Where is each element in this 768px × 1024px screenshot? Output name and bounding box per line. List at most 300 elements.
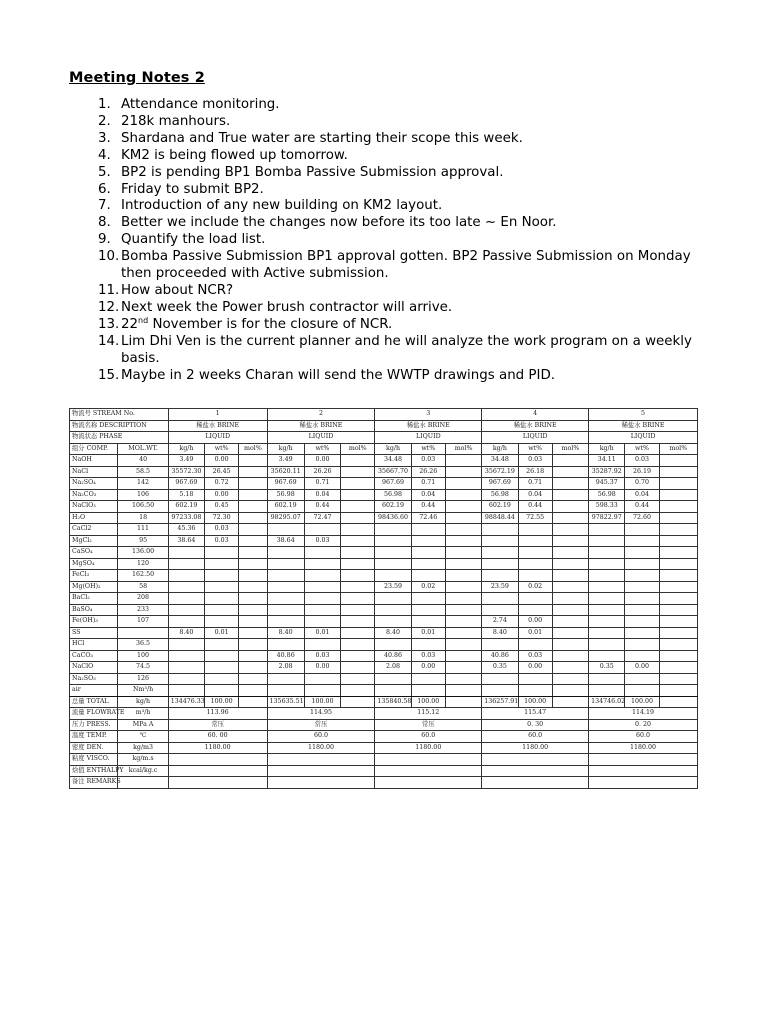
value-cell bbox=[341, 524, 375, 536]
property-value bbox=[375, 765, 482, 777]
value-cell bbox=[375, 673, 411, 685]
component-name: FeCl₃ bbox=[70, 570, 118, 582]
value-cell: 0.00 bbox=[411, 662, 445, 674]
value-cell: 40.86 bbox=[482, 650, 518, 662]
property-unit: m³/h bbox=[118, 708, 168, 720]
note-item bbox=[69, 232, 709, 249]
value-cell bbox=[267, 581, 304, 593]
value-cell: 35672.19 bbox=[482, 466, 518, 478]
property-value: 115.12 bbox=[375, 708, 482, 720]
value-cell bbox=[445, 662, 481, 674]
value-cell: 8.40 bbox=[267, 627, 304, 639]
value-cell bbox=[341, 501, 375, 513]
value-cell bbox=[445, 524, 481, 536]
unit-header: mol% bbox=[445, 443, 481, 455]
value-cell bbox=[411, 616, 445, 628]
note-text: KM2 is being flowed up tomorrow. bbox=[121, 147, 348, 163]
value-cell: 0.71 bbox=[304, 478, 340, 490]
value-cell bbox=[239, 639, 267, 651]
note-number: 3. bbox=[98, 130, 111, 146]
unit-header: kg/h bbox=[589, 443, 625, 455]
value-cell: 0.02 bbox=[518, 581, 552, 593]
property-value: 常压 bbox=[375, 719, 482, 731]
value-cell: 0.44 bbox=[411, 501, 445, 513]
component-name: Na₂SO₄ bbox=[70, 478, 118, 490]
value-cell bbox=[589, 570, 625, 582]
stream-description: 稀盐水 BRINE bbox=[589, 420, 698, 432]
value-cell bbox=[341, 535, 375, 547]
value-cell: 34.48 bbox=[375, 455, 411, 467]
value-cell: 98436.60 bbox=[375, 512, 411, 524]
property-value bbox=[168, 754, 267, 766]
value-cell bbox=[304, 673, 340, 685]
component-name: Mg(OH)₂ bbox=[70, 581, 118, 593]
value-cell bbox=[411, 570, 445, 582]
value-cell bbox=[341, 581, 375, 593]
note-number: 1. bbox=[98, 97, 111, 112]
value-cell bbox=[589, 616, 625, 628]
property-value bbox=[168, 777, 267, 789]
unit-header: wt% bbox=[304, 443, 340, 455]
property-label: 压力 PRESS. bbox=[70, 719, 118, 731]
value-cell: 26.19 bbox=[625, 466, 659, 478]
note-item bbox=[69, 215, 709, 232]
property-value bbox=[589, 765, 698, 777]
value-cell bbox=[552, 593, 588, 605]
value-cell bbox=[552, 673, 588, 685]
component-name: BaCl₂ bbox=[70, 593, 118, 605]
value-cell bbox=[304, 558, 340, 570]
value-cell: 0.00 bbox=[518, 662, 552, 674]
value-cell bbox=[304, 547, 340, 559]
meeting-notes-list bbox=[69, 97, 709, 384]
value-cell bbox=[239, 627, 267, 639]
property-value bbox=[375, 777, 482, 789]
value-cell: 34.11 bbox=[589, 455, 625, 467]
property-value bbox=[375, 754, 482, 766]
value-cell bbox=[341, 466, 375, 478]
value-cell bbox=[205, 547, 239, 559]
property-label: 流量 FLOWRATE bbox=[70, 708, 118, 720]
value-cell bbox=[267, 547, 304, 559]
value-cell: 3.49 bbox=[168, 455, 204, 467]
value-cell: 0.35 bbox=[589, 662, 625, 674]
value-cell bbox=[239, 593, 267, 605]
note-text: 218k manhours. bbox=[121, 113, 231, 129]
stream-no-label: 物流号 STREAM No. bbox=[70, 409, 169, 421]
value-cell bbox=[341, 639, 375, 651]
note-text: BP2 is pending BP1 Bomba Passive Submission approval. bbox=[121, 164, 504, 180]
value-cell bbox=[168, 581, 204, 593]
value-cell bbox=[552, 604, 588, 616]
value-cell: 0.03 bbox=[625, 455, 659, 467]
value-cell bbox=[205, 639, 239, 651]
molecular-weight: 100 bbox=[118, 650, 168, 662]
note-item bbox=[69, 97, 709, 114]
component-name: MgSO₄ bbox=[70, 558, 118, 570]
value-cell bbox=[659, 616, 697, 628]
molecular-weight: 208 bbox=[118, 593, 168, 605]
value-cell: 40.86 bbox=[375, 650, 411, 662]
value-cell bbox=[445, 639, 481, 651]
value-cell bbox=[445, 696, 481, 708]
value-cell bbox=[625, 673, 659, 685]
value-cell bbox=[205, 570, 239, 582]
value-cell bbox=[341, 547, 375, 559]
value-cell bbox=[659, 501, 697, 513]
property-value bbox=[267, 777, 375, 789]
molecular-weight: 142 bbox=[118, 478, 168, 490]
value-cell bbox=[552, 616, 588, 628]
value-cell bbox=[304, 593, 340, 605]
value-cell bbox=[205, 685, 239, 697]
table-row bbox=[70, 639, 698, 651]
molecular-weight: 18 bbox=[118, 512, 168, 524]
value-cell: 72.30 bbox=[205, 512, 239, 524]
unit-header: kg/h bbox=[482, 443, 518, 455]
value-cell bbox=[239, 535, 267, 547]
value-cell bbox=[239, 673, 267, 685]
value-cell bbox=[625, 593, 659, 605]
value-cell bbox=[341, 616, 375, 628]
table-row bbox=[70, 466, 698, 478]
molecular-weight: 126 bbox=[118, 673, 168, 685]
property-label: 焓值 ENTHALPY bbox=[70, 765, 118, 777]
table-row bbox=[70, 593, 698, 605]
value-cell bbox=[518, 593, 552, 605]
value-cell bbox=[659, 696, 697, 708]
value-cell bbox=[445, 501, 481, 513]
value-cell bbox=[411, 524, 445, 536]
value-cell: 967.69 bbox=[482, 478, 518, 490]
value-cell bbox=[482, 604, 518, 616]
value-cell bbox=[445, 535, 481, 547]
note-item bbox=[69, 283, 709, 300]
property-label: 温度 TEMP. bbox=[70, 731, 118, 743]
value-cell bbox=[482, 685, 518, 697]
value-cell bbox=[341, 558, 375, 570]
component-name: SS bbox=[70, 627, 118, 639]
value-cell: 0.03 bbox=[304, 535, 340, 547]
molecular-weight: 58.5 bbox=[118, 466, 168, 478]
component-name: BaSO₄ bbox=[70, 604, 118, 616]
value-cell: 100.00 bbox=[411, 696, 445, 708]
note-text bbox=[121, 317, 709, 334]
value-cell bbox=[445, 616, 481, 628]
stream-description: 稀盐水 BRINE bbox=[482, 420, 589, 432]
molecular-weight: 58 bbox=[118, 581, 168, 593]
value-cell: 0.04 bbox=[625, 489, 659, 501]
value-cell: 0.71 bbox=[411, 478, 445, 490]
value-cell bbox=[239, 616, 267, 628]
note-number: 15. bbox=[98, 367, 120, 383]
property-value: 0. 20 bbox=[589, 719, 698, 731]
note-item bbox=[69, 198, 709, 215]
value-cell bbox=[518, 604, 552, 616]
value-cell: 2.74 bbox=[482, 616, 518, 628]
value-cell: 136257.91 bbox=[482, 696, 518, 708]
table-row bbox=[70, 489, 698, 501]
value-cell bbox=[482, 673, 518, 685]
value-cell: 0.44 bbox=[304, 501, 340, 513]
value-cell bbox=[239, 455, 267, 467]
value-cell bbox=[239, 558, 267, 570]
value-cell: 598.33 bbox=[589, 501, 625, 513]
property-value: 114.95 bbox=[267, 708, 375, 720]
value-cell bbox=[267, 524, 304, 536]
table-row bbox=[70, 524, 698, 536]
value-cell bbox=[589, 535, 625, 547]
property-value: 常压 bbox=[168, 719, 267, 731]
property-value bbox=[589, 754, 698, 766]
value-cell bbox=[239, 524, 267, 536]
property-unit: kg/m3 bbox=[118, 742, 168, 754]
stream-phase: LIQUID bbox=[482, 432, 589, 444]
property-value bbox=[267, 754, 375, 766]
note-text: Bomba Passive Submission BP1 approval gotten. BP2 Passive Submission on Monday then proceeded with Active submission. bbox=[121, 249, 691, 282]
value-cell bbox=[659, 604, 697, 616]
value-cell bbox=[375, 639, 411, 651]
component-name: MgCl₂ bbox=[70, 535, 118, 547]
value-cell bbox=[411, 558, 445, 570]
value-cell: 8.40 bbox=[168, 627, 204, 639]
value-cell bbox=[168, 547, 204, 559]
property-value: 60.0 bbox=[482, 731, 589, 743]
value-cell bbox=[267, 639, 304, 651]
component-name: CaSO₄ bbox=[70, 547, 118, 559]
value-cell bbox=[411, 639, 445, 651]
value-cell: 0.45 bbox=[205, 501, 239, 513]
value-cell: 56.98 bbox=[375, 489, 411, 501]
value-cell bbox=[168, 570, 204, 582]
value-cell bbox=[518, 524, 552, 536]
note-number: 8. bbox=[98, 215, 111, 231]
value-cell: 72.47 bbox=[304, 512, 340, 524]
value-cell bbox=[168, 616, 204, 628]
unit-header: wt% bbox=[518, 443, 552, 455]
value-cell bbox=[239, 466, 267, 478]
value-cell bbox=[375, 685, 411, 697]
table-row bbox=[70, 512, 698, 524]
value-cell: 35572.30 bbox=[168, 466, 204, 478]
note-text-part: November is for the closure of NCR. bbox=[148, 316, 393, 332]
value-cell bbox=[552, 639, 588, 651]
table-row bbox=[70, 616, 698, 628]
table-row bbox=[70, 501, 698, 513]
molecular-weight: 120 bbox=[118, 558, 168, 570]
value-cell bbox=[589, 627, 625, 639]
table-row bbox=[70, 420, 698, 432]
stream-data-table bbox=[69, 408, 698, 789]
value-cell bbox=[625, 535, 659, 547]
value-cell bbox=[304, 639, 340, 651]
value-cell bbox=[239, 685, 267, 697]
value-cell bbox=[304, 685, 340, 697]
value-cell bbox=[375, 570, 411, 582]
value-cell bbox=[625, 570, 659, 582]
molecular-weight: 40 bbox=[118, 455, 168, 467]
value-cell bbox=[589, 593, 625, 605]
table-row bbox=[70, 662, 698, 674]
note-item bbox=[69, 114, 709, 131]
note-item bbox=[69, 165, 709, 182]
property-unit: kcal/kg.c bbox=[118, 765, 168, 777]
value-cell bbox=[375, 593, 411, 605]
value-cell bbox=[205, 604, 239, 616]
value-cell bbox=[552, 501, 588, 513]
value-cell bbox=[659, 489, 697, 501]
value-cell: 35667.70 bbox=[375, 466, 411, 478]
component-name: NaOH bbox=[70, 455, 118, 467]
value-cell bbox=[589, 639, 625, 651]
value-cell: 945.37 bbox=[589, 478, 625, 490]
value-cell bbox=[659, 512, 697, 524]
value-cell: 0.01 bbox=[411, 627, 445, 639]
property-value: 115.47 bbox=[482, 708, 589, 720]
value-cell: 72.46 bbox=[411, 512, 445, 524]
value-cell bbox=[625, 616, 659, 628]
value-cell bbox=[168, 639, 204, 651]
component-name: Na₂SO₃ bbox=[70, 673, 118, 685]
value-cell: 0.03 bbox=[518, 650, 552, 662]
value-cell bbox=[205, 662, 239, 674]
value-cell bbox=[375, 535, 411, 547]
note-item bbox=[69, 317, 709, 334]
molecular-weight: 136.00 bbox=[118, 547, 168, 559]
stream-phase: LIQUID bbox=[589, 432, 698, 444]
unit-header: wt% bbox=[625, 443, 659, 455]
value-cell bbox=[239, 489, 267, 501]
value-cell: 34.48 bbox=[482, 455, 518, 467]
molecular-weight: 95 bbox=[118, 535, 168, 547]
value-cell bbox=[445, 673, 481, 685]
unit-header: wt% bbox=[205, 443, 239, 455]
value-cell bbox=[375, 616, 411, 628]
note-text: Introduction of any new building on KM2 layout. bbox=[121, 198, 443, 214]
value-cell bbox=[659, 524, 697, 536]
value-cell bbox=[375, 547, 411, 559]
property-value: 114.19 bbox=[589, 708, 698, 720]
value-cell: 26.45 bbox=[205, 466, 239, 478]
stream-description: 稀盐水 BRINE bbox=[267, 420, 375, 432]
value-cell: 8.40 bbox=[375, 627, 411, 639]
note-item bbox=[69, 368, 709, 385]
value-cell: 0.00 bbox=[518, 616, 552, 628]
value-cell bbox=[445, 604, 481, 616]
value-cell bbox=[304, 524, 340, 536]
value-cell bbox=[552, 581, 588, 593]
value-cell: 0.00 bbox=[205, 489, 239, 501]
value-cell: 0.03 bbox=[205, 535, 239, 547]
value-cell bbox=[168, 558, 204, 570]
component-name: NaCl bbox=[70, 466, 118, 478]
property-value: 0. 30 bbox=[482, 719, 589, 731]
property-value bbox=[482, 754, 589, 766]
value-cell bbox=[518, 570, 552, 582]
value-cell bbox=[205, 593, 239, 605]
value-cell: 0.71 bbox=[518, 478, 552, 490]
unit-header: mol% bbox=[659, 443, 697, 455]
value-cell: 38.64 bbox=[267, 535, 304, 547]
value-cell: 602.19 bbox=[482, 501, 518, 513]
value-cell bbox=[304, 604, 340, 616]
note-text: Maybe in 2 weeks Charan will send the WWTP drawings and PID. bbox=[121, 367, 556, 383]
value-cell bbox=[482, 535, 518, 547]
value-cell bbox=[552, 662, 588, 674]
note-number: 6. bbox=[98, 181, 111, 197]
value-cell bbox=[239, 581, 267, 593]
value-cell bbox=[659, 570, 697, 582]
value-cell bbox=[659, 593, 697, 605]
value-cell: 0.03 bbox=[411, 650, 445, 662]
component-name: CaCl2 bbox=[70, 524, 118, 536]
stream-number: 2 bbox=[267, 409, 375, 421]
value-cell: 602.19 bbox=[168, 501, 204, 513]
note-text: Lim Dhi Ven is the current planner and he will analyze the work program on a weekly basis. bbox=[121, 333, 692, 366]
value-cell bbox=[341, 650, 375, 662]
value-cell: 967.69 bbox=[375, 478, 411, 490]
stream-number: 1 bbox=[168, 409, 267, 421]
value-cell bbox=[168, 593, 204, 605]
value-cell bbox=[445, 685, 481, 697]
value-cell: 0.00 bbox=[304, 455, 340, 467]
value-cell: 0.01 bbox=[518, 627, 552, 639]
value-cell bbox=[552, 535, 588, 547]
value-cell: 135635.51 bbox=[267, 696, 304, 708]
mol-wt-label: MOL.WT. bbox=[118, 443, 168, 455]
note-number: 5. bbox=[98, 164, 111, 180]
value-cell bbox=[659, 639, 697, 651]
value-cell bbox=[659, 673, 697, 685]
value-cell: 0.00 bbox=[205, 455, 239, 467]
table-row bbox=[70, 754, 698, 766]
value-cell bbox=[341, 662, 375, 674]
value-cell bbox=[552, 478, 588, 490]
value-cell: 45.36 bbox=[168, 524, 204, 536]
value-cell bbox=[168, 604, 204, 616]
unit-header: mol% bbox=[341, 443, 375, 455]
value-cell bbox=[267, 685, 304, 697]
page-title: Meeting Notes 2 bbox=[69, 70, 205, 86]
value-cell bbox=[552, 489, 588, 501]
molecular-weight: 74.5 bbox=[118, 662, 168, 674]
stream-phase: LIQUID bbox=[267, 432, 375, 444]
component-name: CaCO₃ bbox=[70, 650, 118, 662]
value-cell bbox=[445, 512, 481, 524]
unit-header: kg/h bbox=[267, 443, 304, 455]
molecular-weight: kg/h bbox=[118, 696, 168, 708]
value-cell: 134746.02 bbox=[589, 696, 625, 708]
value-cell: 5.18 bbox=[168, 489, 204, 501]
stream-number: 5 bbox=[589, 409, 698, 421]
value-cell: 97233.08 bbox=[168, 512, 204, 524]
table-row bbox=[70, 719, 698, 731]
component-name: Na₂CO₃ bbox=[70, 489, 118, 501]
value-cell: 72.55 bbox=[518, 512, 552, 524]
table-row bbox=[70, 558, 698, 570]
value-cell bbox=[482, 524, 518, 536]
value-cell bbox=[445, 581, 481, 593]
value-cell bbox=[267, 593, 304, 605]
value-cell: 2.08 bbox=[375, 662, 411, 674]
table-row bbox=[70, 627, 698, 639]
value-cell bbox=[589, 581, 625, 593]
unit-header: wt% bbox=[411, 443, 445, 455]
value-cell bbox=[341, 489, 375, 501]
table-row bbox=[70, 708, 698, 720]
table-row bbox=[70, 742, 698, 754]
value-cell bbox=[239, 570, 267, 582]
